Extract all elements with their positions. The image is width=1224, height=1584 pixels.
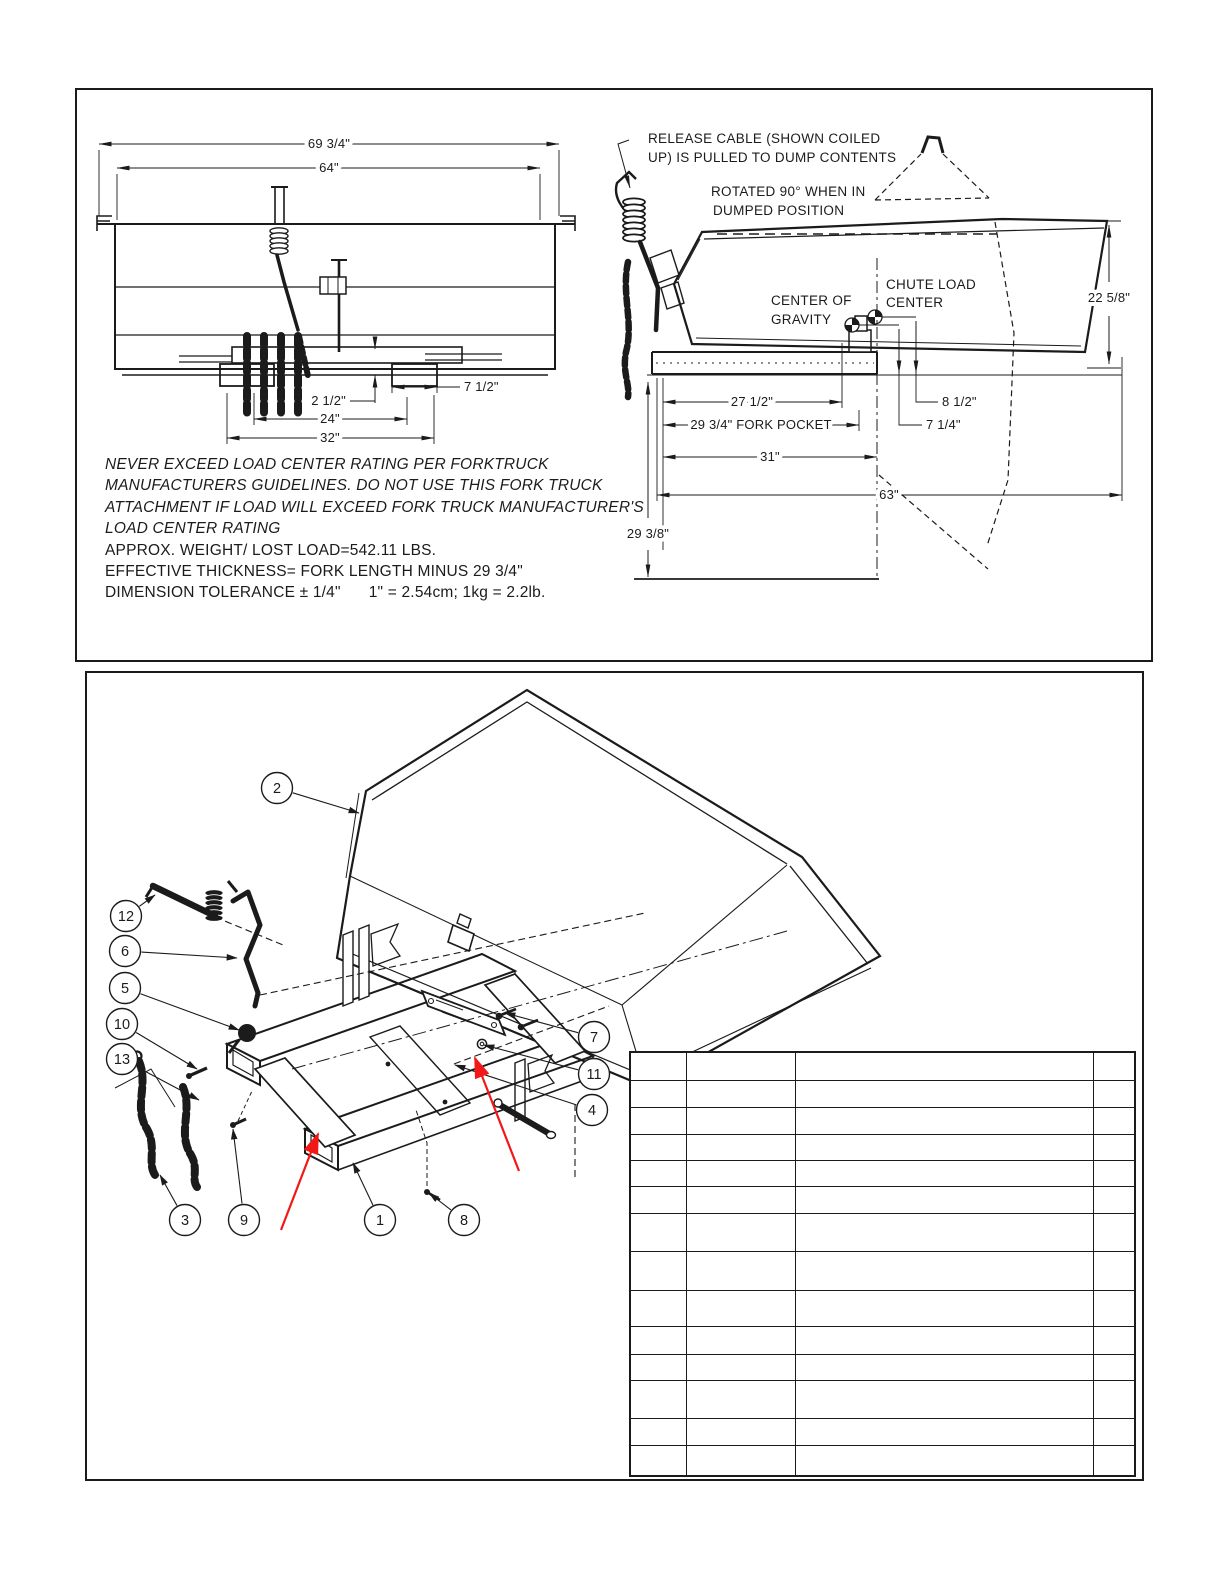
parts-table-cell	[687, 1419, 796, 1446]
parts-table-cell	[631, 1446, 687, 1475]
warning-note-line2: MANUFACTURERS GUIDELINES. DO NOT USE THIS FORK TRUCK	[105, 477, 603, 495]
parts-table-cell	[687, 1161, 796, 1187]
parts-table-cell	[687, 1214, 796, 1252]
tolerance-text: DIMENSION TOLERANCE ± 1/4"	[105, 584, 341, 602]
dump-lever-part	[233, 892, 260, 1006]
balloon-leader-2	[293, 793, 359, 813]
notes-block	[105, 454, 644, 604]
parts-table-cell	[796, 1161, 1094, 1187]
parts-table-cell	[687, 1053, 796, 1081]
dim-pocket-height: 2 1/2"	[311, 393, 346, 408]
parts-table-row	[631, 1161, 1134, 1187]
hinge-pin-part	[500, 1105, 548, 1133]
dim-inner-width: 64"	[319, 160, 339, 175]
parts-table-cell	[631, 1135, 687, 1161]
parts-table-cell	[796, 1381, 1094, 1419]
parts-table-cell	[1094, 1419, 1134, 1446]
balloon-number-11: 11	[586, 1067, 602, 1083]
balloon-number-2: 2	[272, 781, 282, 797]
exploded-view-panel	[85, 671, 1144, 1481]
parts-table-row	[631, 1135, 1134, 1161]
parts-table-cell	[796, 1081, 1094, 1108]
parts-table-cell	[687, 1446, 796, 1475]
lifting-eye-dumped	[922, 137, 943, 153]
parts-table-cell	[687, 1187, 796, 1214]
parts-table-row	[631, 1214, 1134, 1252]
parts-table-cell	[1094, 1381, 1134, 1419]
warning-note-line4: LOAD CENTER RATING	[105, 520, 281, 538]
parts-table-cell	[796, 1446, 1094, 1475]
parts-table-cell	[796, 1108, 1094, 1135]
parts-table-cell	[1094, 1053, 1134, 1081]
balloon-number-6: 6	[120, 944, 130, 960]
parts-table-cell	[1094, 1187, 1134, 1214]
parts-table-cell	[796, 1291, 1094, 1327]
dim-overall-width: 69 3/4"	[307, 136, 351, 151]
parts-table-row	[631, 1381, 1134, 1419]
chain-parts	[133, 1052, 198, 1188]
dim-dump-clearance: 29 3/8"	[626, 526, 670, 541]
warning-note-line1: NEVER EXCEED LOAD CENTER RATING PER FORKTRUCK	[105, 456, 549, 473]
parts-table-row	[631, 1252, 1134, 1291]
parts-table-cell	[1094, 1108, 1134, 1135]
parts-table-row	[631, 1291, 1134, 1327]
parts-table-cell	[687, 1381, 796, 1419]
balloon-leader-10	[136, 1032, 197, 1069]
dim-overall-depth: 63"	[879, 487, 899, 502]
chute-load-center-symbol	[868, 310, 882, 324]
parts-table-cell	[1094, 1135, 1134, 1161]
parts-table-cell	[687, 1291, 796, 1327]
center-of-gravity-label-line1: CENTER OF	[771, 293, 852, 308]
release-cable-note-line1: RELEASE CABLE (SHOWN COILED	[648, 131, 881, 146]
parts-table-cell	[631, 1252, 687, 1291]
dim-fork-pocket: 29 3/4" FORK POCKET	[690, 417, 832, 432]
parts-table-cell	[687, 1081, 796, 1108]
parts-table-cell	[1094, 1446, 1134, 1475]
release-chain-side	[625, 262, 629, 397]
dim-base-depth: 31"	[760, 449, 780, 464]
balloon-number-1: 1	[375, 1213, 385, 1229]
parts-table-cell	[796, 1252, 1094, 1291]
small-parts	[133, 881, 556, 1200]
parts-table-cell	[687, 1355, 796, 1381]
parts-table-cell	[631, 1355, 687, 1381]
dim-pocket-span-outer: 32"	[320, 430, 340, 445]
balloon-number-7: 7	[589, 1030, 599, 1046]
parts-table-row	[631, 1419, 1134, 1446]
parts-table-cell	[796, 1327, 1094, 1355]
release-spring-side	[623, 198, 645, 241]
parts-table-cell	[631, 1053, 687, 1081]
parts-table-cell	[1094, 1327, 1134, 1355]
balloon-number-8: 8	[459, 1213, 469, 1229]
balloon-number-5: 5	[120, 981, 130, 997]
lifting-chains-front	[247, 336, 298, 416]
parts-table-cell	[631, 1381, 687, 1419]
parts-table-row	[631, 1446, 1134, 1475]
center-of-gravity-symbol	[845, 318, 859, 332]
balloon-leader-9	[233, 1129, 242, 1204]
washer-part	[477, 1039, 486, 1048]
dim-back-to-pivot: 27 1/2"	[730, 394, 774, 409]
balloon-number-9: 9	[239, 1213, 249, 1229]
parts-table-cell	[687, 1252, 796, 1291]
rotated-note-line2: DUMPED POSITION	[713, 203, 845, 218]
parts-table-cell	[631, 1327, 687, 1355]
weight-note: APPROX. WEIGHT/ LOST LOAD=542.11 LBS.	[105, 541, 437, 559]
dim-chute-load-center: 8 1/2"	[942, 394, 977, 409]
chute-load-label-line2: CENTER	[886, 295, 944, 310]
balloon-leader-5	[140, 994, 239, 1030]
parts-table-row	[631, 1081, 1134, 1108]
dimension-drawing-panel	[75, 88, 1153, 662]
parts-table-row	[631, 1327, 1134, 1355]
release-cable-note-line2: UP) IS PULLED TO DUMP CONTENTS	[648, 150, 897, 165]
latch-bracket	[448, 925, 474, 951]
parts-table-row	[631, 1187, 1134, 1214]
rotated-note-line1: ROTATED 90° WHEN IN	[711, 184, 866, 199]
dim-pocket-width: 7 1/2"	[464, 379, 499, 394]
balloon-leader-6	[141, 952, 237, 958]
release-spring-front	[270, 228, 288, 254]
parts-table-cell	[1094, 1081, 1134, 1108]
parts-table-cell	[1094, 1291, 1134, 1327]
balloon-number-13: 13	[113, 1052, 131, 1068]
parts-table-cell	[1094, 1214, 1134, 1252]
parts-table-cell	[631, 1161, 687, 1187]
parts-table-cell	[1094, 1161, 1134, 1187]
dim-center-gravity: 7 1/4"	[926, 417, 961, 432]
parts-table-cell	[1094, 1252, 1134, 1291]
parts-table-cell	[631, 1214, 687, 1252]
parts-table-cell	[796, 1187, 1094, 1214]
balloon-number-12: 12	[117, 909, 135, 925]
hopper-bucket-part	[337, 690, 880, 1087]
pivot-pin-part	[153, 886, 215, 916]
parts-table-cell	[796, 1355, 1094, 1381]
parts-table	[629, 1051, 1136, 1477]
bolt-part	[496, 1013, 503, 1020]
front-view-drawing	[97, 187, 575, 416]
thickness-note: EFFECTIVE THICKNESS= FORK LENGTH MINUS 29 3/4"	[105, 563, 523, 581]
balloon-number-10: 10	[113, 1017, 131, 1033]
dim-height: 22 5/8"	[1087, 290, 1131, 305]
parts-table-cell	[687, 1135, 796, 1161]
parts-table-cell	[796, 1419, 1094, 1446]
parts-table-cell	[687, 1327, 796, 1355]
balloon-leader-1	[353, 1163, 373, 1205]
warning-note-line3: ATTACHMENT IF LOAD WILL EXCEED FORK TRUCK MANUFACTURER'S	[105, 498, 644, 516]
parts-table-cell	[631, 1419, 687, 1446]
parts-table-cell	[1094, 1355, 1134, 1381]
tolerance-note	[105, 582, 644, 603]
parts-table-cell	[631, 1187, 687, 1214]
parts-table-row	[631, 1053, 1134, 1081]
cam-part	[238, 1024, 256, 1042]
parts-table-cell	[631, 1081, 687, 1108]
balloon-number-3: 3	[180, 1213, 190, 1229]
red-arrow-1	[281, 1134, 318, 1230]
side-view-dimensions	[618, 140, 1122, 577]
balloon-number-4: 4	[587, 1103, 597, 1119]
center-of-gravity-label-line2: GRAVITY	[771, 312, 832, 327]
parts-table-cell	[631, 1108, 687, 1135]
parts-table-row	[631, 1355, 1134, 1381]
balloon-leader-8	[429, 1193, 451, 1210]
side-view-drawing	[616, 137, 1122, 579]
parts-table-cell	[796, 1214, 1094, 1252]
parts-table-row	[631, 1108, 1134, 1135]
conversion-text: 1" = 2.54cm; 1kg = 2.2lb.	[368, 584, 546, 602]
parts-table-cell	[796, 1053, 1094, 1081]
parts-table-cell	[796, 1135, 1094, 1161]
parts-table-cell	[631, 1291, 687, 1327]
dim-pocket-span-inner: 24"	[320, 411, 340, 426]
balloon-leader-3	[160, 1175, 177, 1206]
chute-load-label-line1: CHUTE LOAD	[886, 277, 977, 292]
parts-table-cell	[687, 1108, 796, 1135]
dumped-position-outline	[875, 154, 1014, 569]
